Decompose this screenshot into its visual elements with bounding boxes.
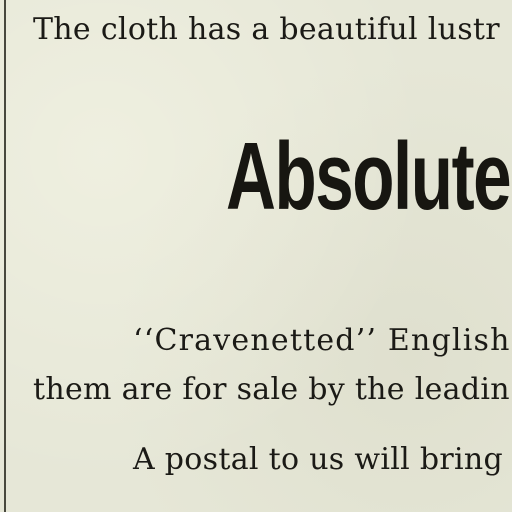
left-border-rule xyxy=(4,0,6,512)
body-text-line-2: ‘‘Cravenetted’’ English xyxy=(133,323,511,358)
body-text-line-4: A postal to us will bring xyxy=(133,442,504,477)
body-text-line-1: The cloth has a beautiful lustr xyxy=(33,12,500,47)
body-text-line-3: them are for sale by the leadin xyxy=(33,372,510,407)
headline: Absolute xyxy=(226,123,511,230)
